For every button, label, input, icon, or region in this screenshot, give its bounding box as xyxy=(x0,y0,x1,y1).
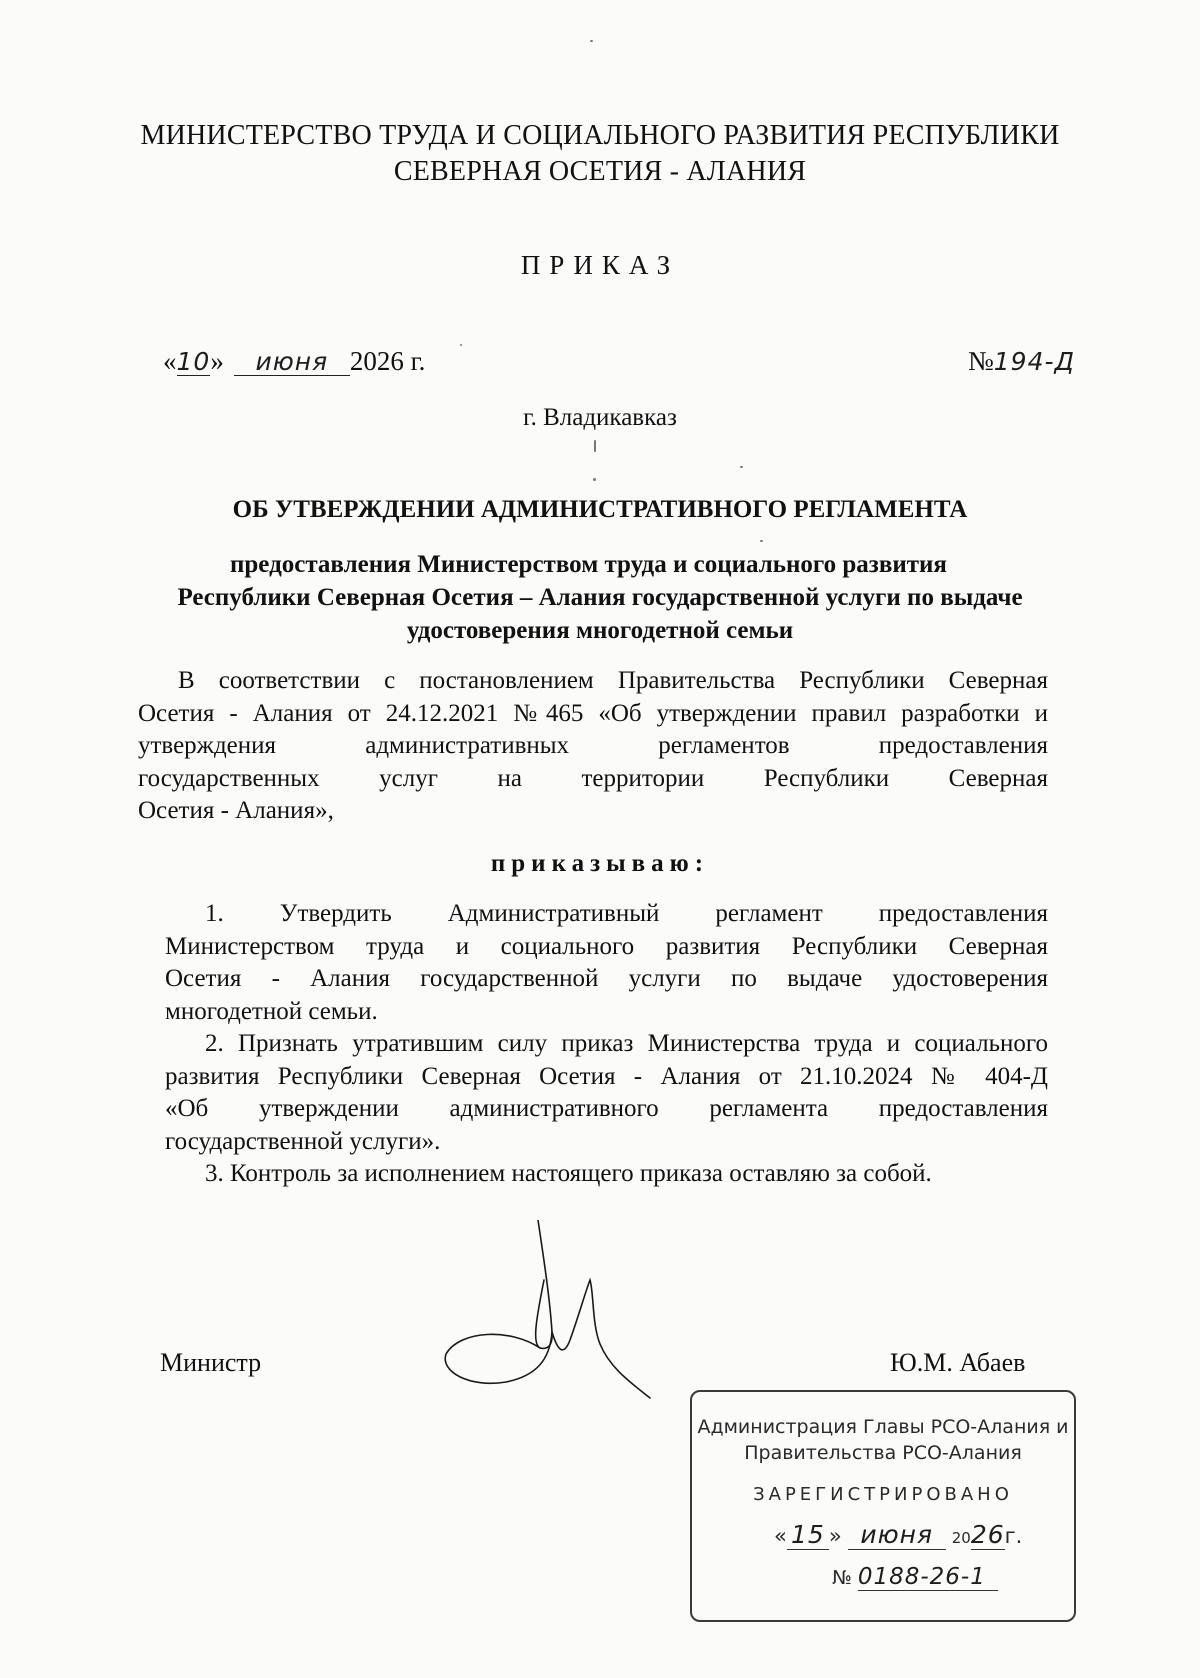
preamble-line: государственных услуг на территории Республики Северная xyxy=(138,764,1048,792)
scan-speck xyxy=(594,440,596,452)
preamble-line: Осетия - Алания», xyxy=(138,797,334,824)
stamp-registered: ЗАРЕГИСТРИРОВАНО xyxy=(753,1484,1013,1505)
item-line: Министерством труда и социального развития Республики Северная xyxy=(165,932,1048,960)
stamp-date-year-suffix: 26 xyxy=(970,1520,1005,1549)
preamble-paragraph xyxy=(138,665,1048,828)
date-open-quote: « xyxy=(163,346,177,376)
date-day: 10 xyxy=(176,347,211,376)
scan-speck xyxy=(740,466,743,468)
stamp-date-month: июня xyxy=(848,1520,946,1550)
item-line: многодетной семьи. xyxy=(165,997,378,1025)
stamp-number-prefix: № xyxy=(832,1567,852,1589)
date-month: июня xyxy=(234,349,350,376)
item-line: 1. Утвердить Административный регламент предоставления xyxy=(205,900,1048,927)
registration-stamp xyxy=(690,1390,1076,1622)
order-number-value: 194-Д xyxy=(993,347,1076,376)
stamp-line-2: Правительства РСО-Алания xyxy=(744,1442,1022,1464)
stamp-date-open-quote: « xyxy=(774,1524,787,1548)
preamble-line: утверждения административных регламентов предоставления xyxy=(138,732,1048,759)
scan-speck xyxy=(460,344,462,346)
stamp-date xyxy=(774,1520,1022,1550)
ministry-line-1: МИНИСТЕРСТВО ТРУДА И СОЦИАЛЬНОГО РАЗВИТИЯ РЕСПУБЛИКИ xyxy=(140,120,1060,151)
document-title: ОБ УТВЕРЖДЕНИИ АДМИНИСТРАТИВНОГО РЕГЛАМЕНТА xyxy=(232,496,968,523)
stamp-date-year-dot: г. xyxy=(1004,1524,1023,1548)
item-line: государственной услуги». xyxy=(165,1127,441,1155)
stamp-date-close-quote: » xyxy=(828,1524,842,1548)
item-line: Осетия - Алания государственной услуги по выдаче удостоверения xyxy=(165,965,1048,992)
subtitle-line-3: удостоверения многодетной семьи xyxy=(406,617,794,644)
stamp-date-year-prefix: 20 xyxy=(951,1529,971,1547)
document-type: ПРИКАЗ xyxy=(520,250,680,280)
scan-speck xyxy=(760,540,763,542)
handwritten-signature xyxy=(440,1220,700,1410)
item-line: 3. Контроль за исполнением настоящего приказа оставляю за собой. xyxy=(205,1160,932,1187)
stamp-line-1: Администрация Главы РСО-Алания и xyxy=(697,1416,1069,1438)
subtitle-line-1: предоставления Министерством труда и социального развития xyxy=(230,551,947,578)
ministry-header xyxy=(100,118,1100,190)
order-items xyxy=(165,898,1048,1191)
preamble-line: В соответствии с постановлением Правительства Республики Северная xyxy=(178,667,1048,694)
stamp-number-value: 0188-26-1 xyxy=(858,1564,998,1591)
date-year: 2026 г. xyxy=(349,346,426,376)
orders-word: приказываю: xyxy=(490,850,710,877)
item-line: развития Республики Северная Осетия - Алания от 21.10.2024 № 404-Д xyxy=(165,1062,1048,1090)
item-line: «Об утверждении административного регламента предоставления xyxy=(165,1095,1048,1122)
date-close-quote: » xyxy=(210,346,224,376)
order-number xyxy=(968,346,1075,377)
preamble-line: Осетия - Алания от 24.12.2021 №465 «Об утверждении правил разработки и xyxy=(138,699,1048,727)
order-number-prefix: № xyxy=(968,346,994,376)
signatory-title: Министр xyxy=(160,1348,262,1377)
document-subtitle xyxy=(130,548,1070,647)
subtitle-line-2: Республики Северная Осетия – Алания государственной услуги по выдаче xyxy=(177,584,1023,611)
scan-speck xyxy=(593,478,596,481)
item-line: 2. Признать утратившим силу приказ Министерства труда и социального xyxy=(205,1030,1048,1057)
city: г. Владикавказ xyxy=(523,404,677,431)
stamp-date-day: 15 xyxy=(787,1520,829,1550)
stamp-number xyxy=(832,1564,998,1591)
scan-speck xyxy=(590,40,593,42)
signatory-name: Ю.М. Абаев xyxy=(890,1348,1026,1377)
ministry-line-2: СЕВЕРНАЯ ОСЕТИЯ - АЛАНИЯ xyxy=(393,156,807,187)
order-date xyxy=(163,346,425,377)
